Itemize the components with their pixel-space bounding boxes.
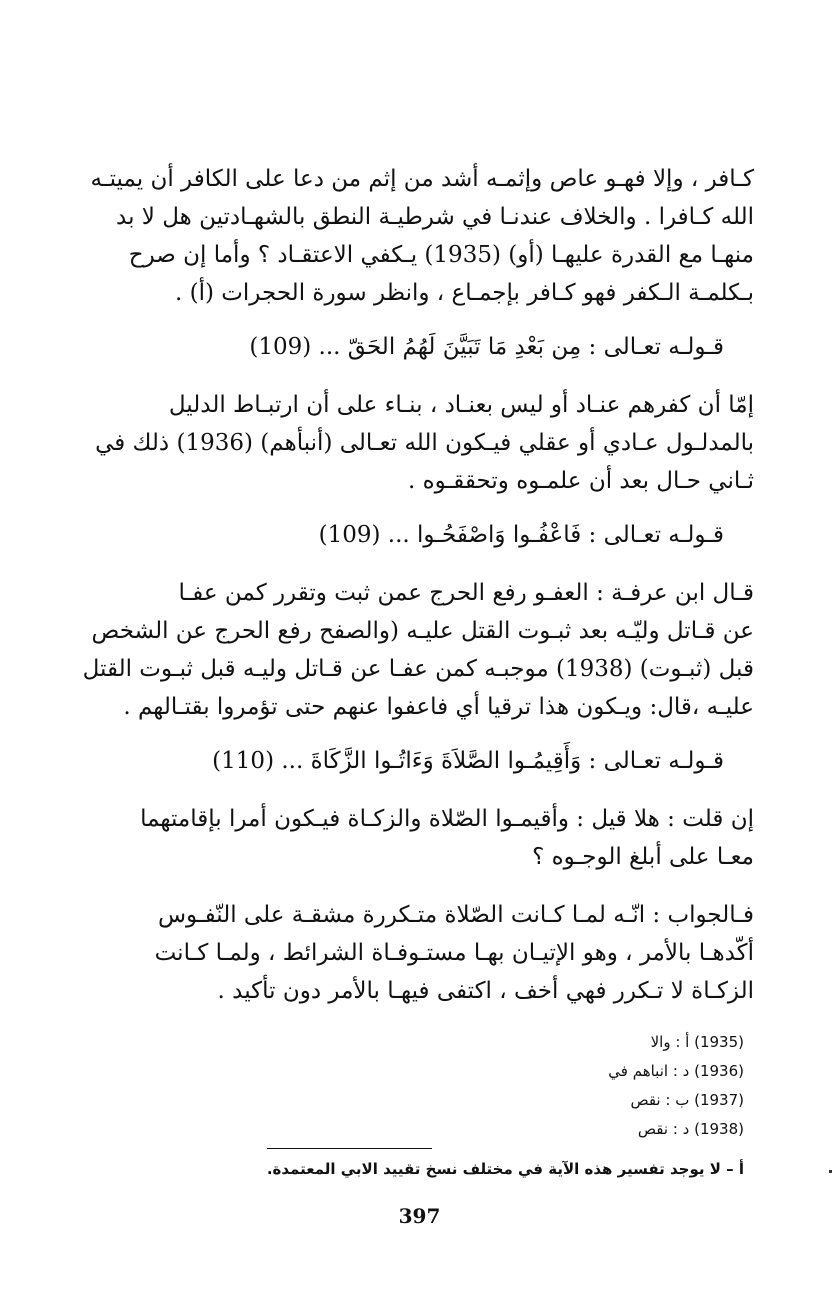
verse-heading-1: قـولـه تعـالى : مِن بَعْدِ مَا تَبَيَّنَ لَهُمُ الحَقّ ... (109) — [249, 334, 724, 360]
footnote-1937: (1937) ب : نقص — [630, 1091, 744, 1109]
text-line: الزكـاة لا تـكرر فهي أخف ، اكتفى فيهـا بالأمر دون تأكيد . — [217, 978, 754, 1004]
footnotes — [80, 1028, 754, 1184]
text-line: فـالجواب : انّـه لمـا كـانت الصّلاة متـكررة مشقـة على النّفـوس — [157, 902, 754, 928]
text-line: بـكلمـة الـكفر فهو كـافر بإجمـاع ، وانظر سورة الحجرات (أ) . — [174, 280, 754, 306]
text-line: إمّا أن كفرهم عنـاد أو ليس بعنـاد ، بنـاء على أن ارتبـاط الدليل — [168, 392, 754, 418]
text-line: قبل (ثبـوت) (1938) موجبـه كمن عفـا عن قـاتل وليـه قبل ثبـوت القتل — [82, 656, 754, 682]
page-number: 397 — [398, 1204, 441, 1228]
text-line: إن قلت : هلا قيل : وأقيمـوا الصّلاة والزكـاة فيـكون أمرا بإقامتهما — [140, 806, 754, 832]
text-line: بالمدلـول عـادي أو عقلي فيـكون الله تعـالى (أنبأهم) (1936) ذلك في — [95, 430, 754, 456]
text-line: قـال ابن عرفـة : العفـو رفع الحرج عمن ثبت وتقرر كمن عفـا — [178, 580, 754, 606]
verse-heading-2: قـولـه تعـالى : فَاعْفُـوا وَاصْفَحُـوا ... (109) — [318, 522, 724, 548]
scan-speck — [829, 1170, 832, 1173]
paragraph-4 — [80, 800, 754, 876]
verse-heading-3: قـولـه تعـالى : وَأَقِيمُـوا الصَّلاَةَ وَءَاتُـوا الزَّكَاةَ ... (110) — [212, 748, 724, 774]
text-line: كـافر ، وإلا فهـو عاص وإثمـه أشد من إثم من دعا على الكافر أن يميتـه — [90, 166, 754, 192]
text-line: عن قـاتل وليّـه بعد ثبـوت القتل عليـه (والصفح رفع الحرج عن الشخص — [91, 618, 754, 644]
paragraph-2 — [80, 386, 754, 500]
paragraph-1 — [80, 160, 754, 312]
page-body — [80, 160, 754, 1010]
paragraph-3 — [80, 574, 754, 726]
text-line: عليـه ،قال: ويـكون هذا ترقيا أي فاعفوا عنهم حتى تؤمروا بقتـالهم . — [123, 694, 754, 720]
footnote-note: أ – لا يوجد تفسير هذه الآية في مختلف نسخ تقييد الابي المعتمدة. — [266, 1160, 744, 1178]
text-line: الله كـافرا . والخلاف عندنـا في شرطيـة النطق بالشهـادتين هل لا بد — [116, 204, 754, 230]
footnote-divider — [267, 1148, 432, 1149]
text-line: ثـاني حـال بعد أن علمـوه وتحققـوه . — [407, 468, 754, 494]
footnote-1935: (1935) أ : والا — [650, 1033, 744, 1051]
paragraph-5 — [80, 896, 754, 1010]
footnote-1936: (1936) د : انباهم في — [608, 1062, 744, 1080]
text-line: أكّدهـا بالأمر ، وهو الإتيـان بهـا مستـوفـاة الشرائط ، ولمـا كـانت — [154, 940, 754, 966]
footnote-1938: (1938) د : نقص — [637, 1120, 744, 1138]
text-line: معـا على أبلغ الوجـوه ؟ — [532, 844, 754, 870]
text-line: منهـا مع القدرة عليهـا (أو) (1935) يـكفي الاعتقـاد ؟ وأما إن صرح — [128, 242, 754, 268]
